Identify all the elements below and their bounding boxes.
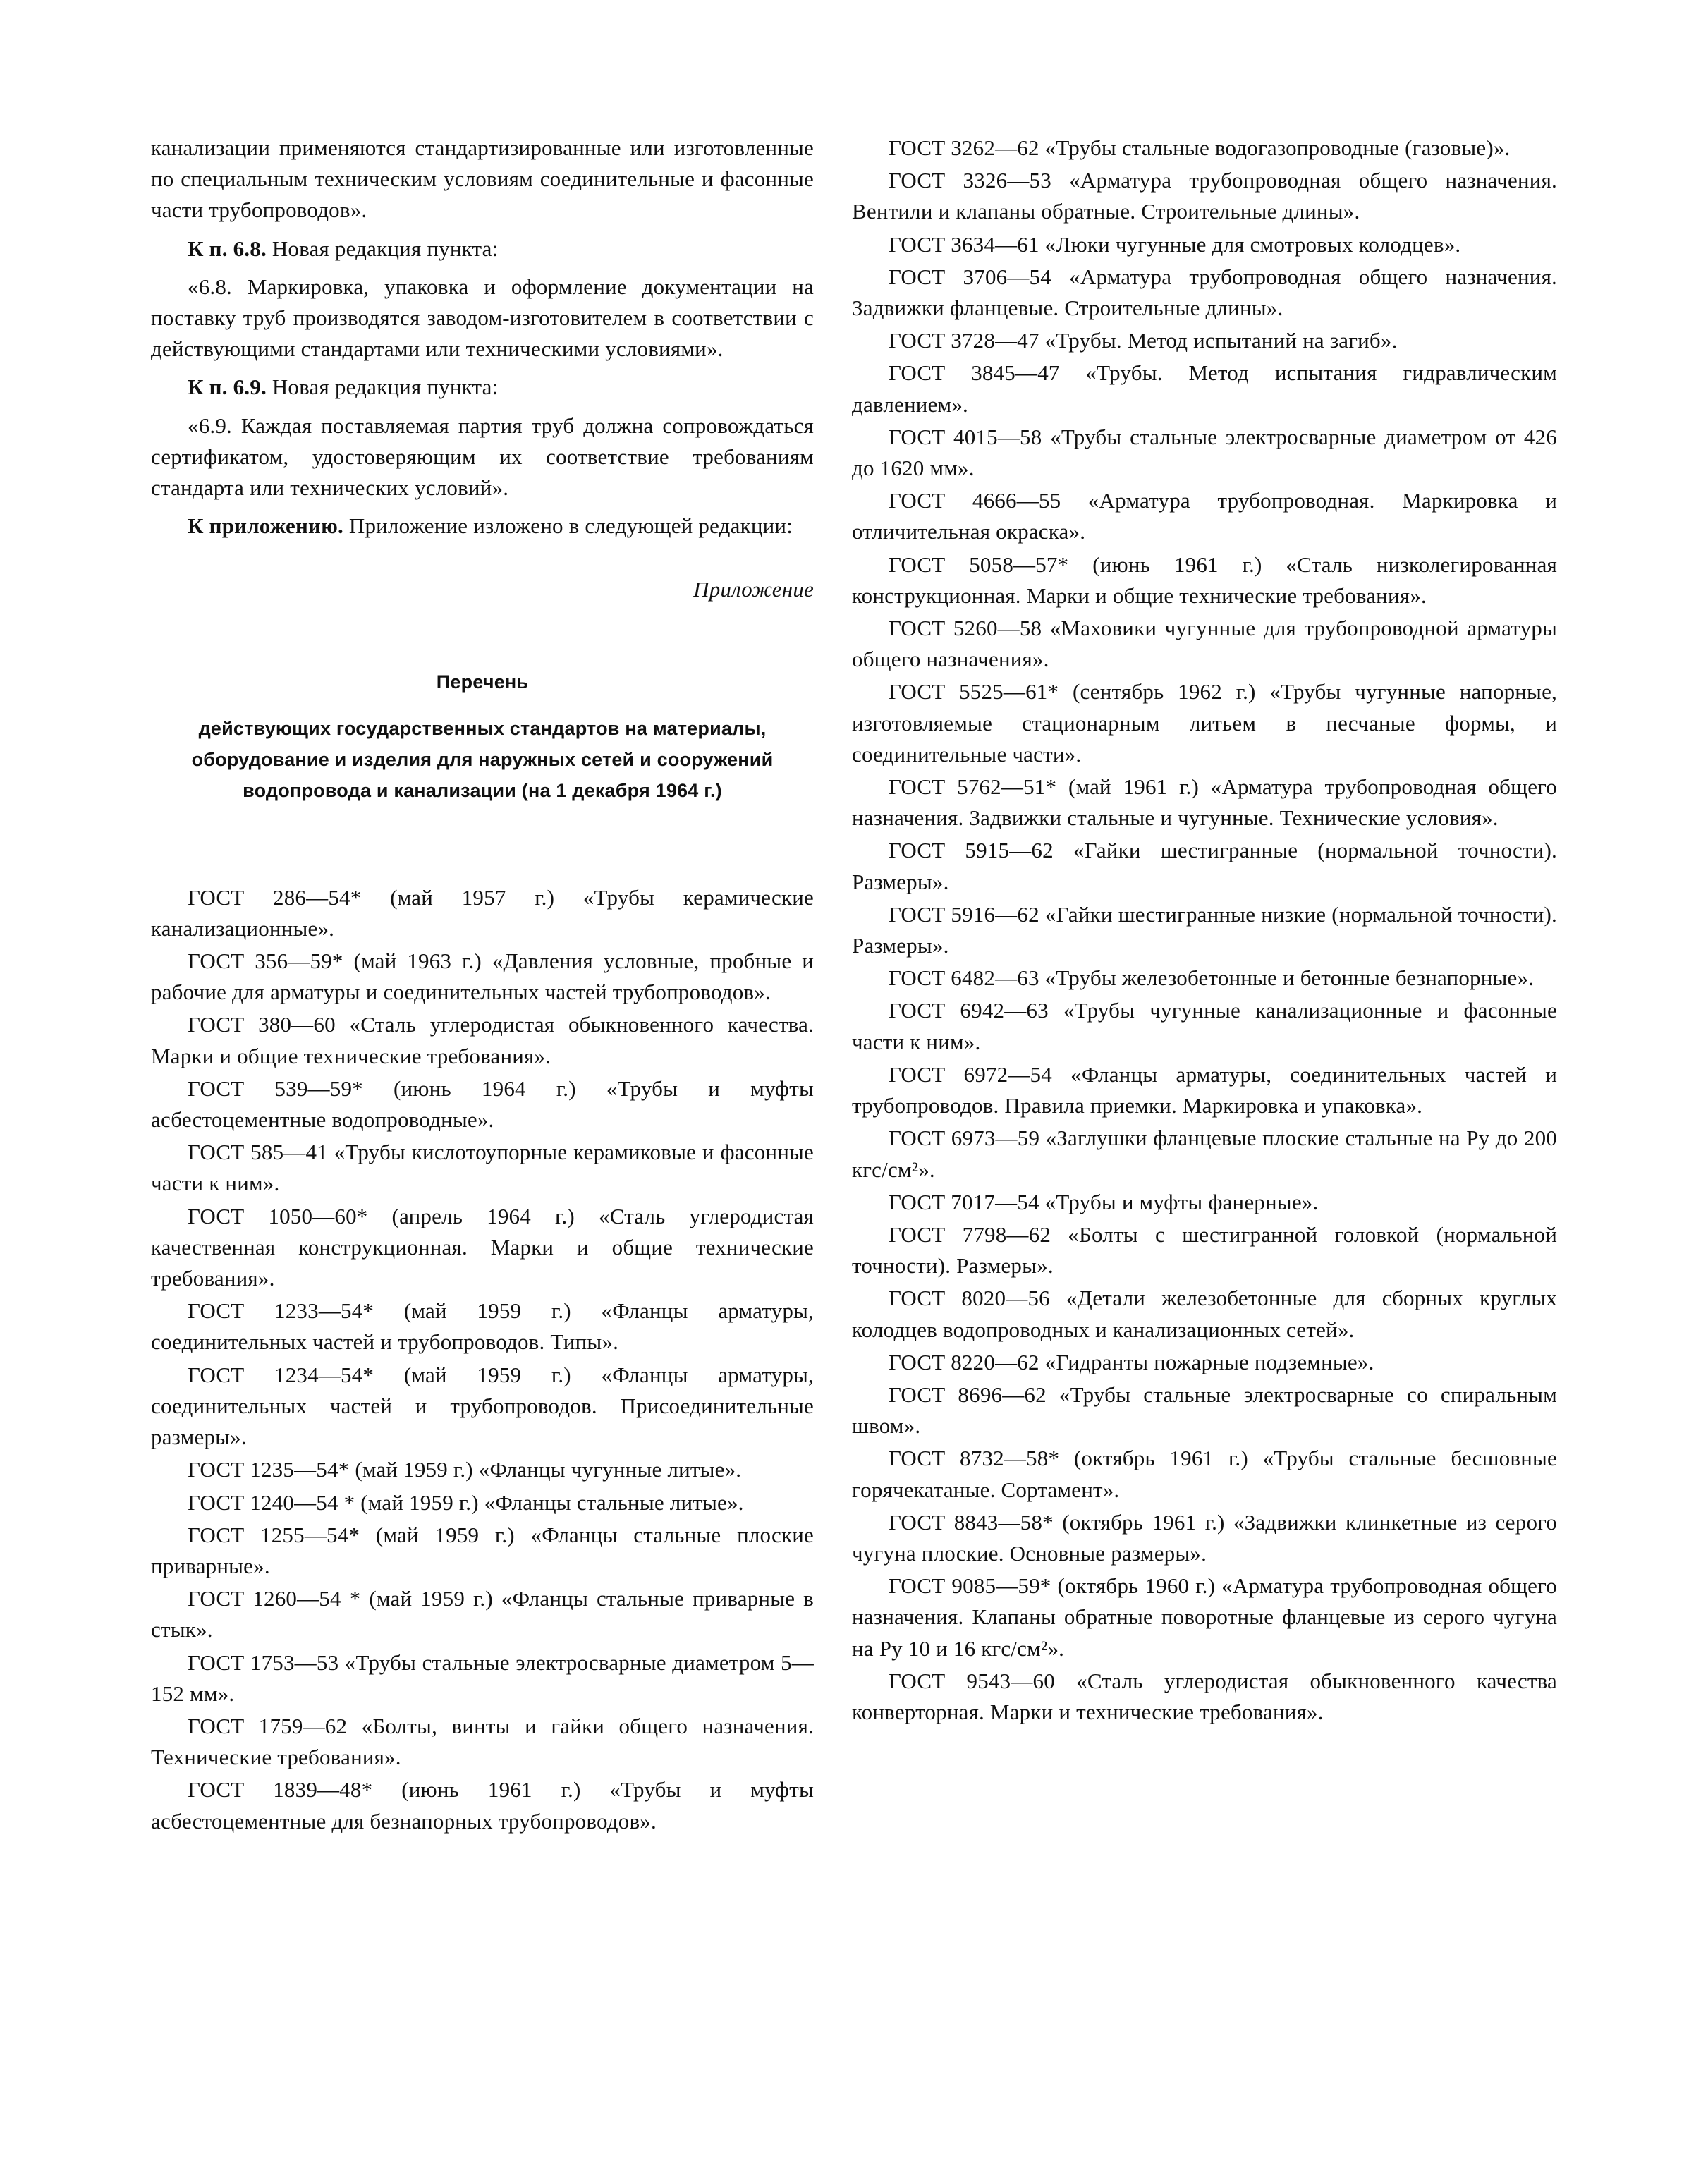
left-column [151,133,814,1837]
standard-entry: ГОСТ 8220—62 «Гидранты пожарные подземные». [889,1349,1374,1374]
standard-entry: ГОСТ 7017—54 «Трубы и муфты фанерные». [889,1189,1319,1214]
standard-entry: ГОСТ 9085—59* (октябрь 1960 г.) «Арматура трубопроводная общего назначения. Клапаны обратные поворотные фланцевые из серого чугуна на Pу 10 и 16 кгс/см²». [852,1573,1557,1661]
standard-entry: ГОСТ 5058—57* (июнь 1961 г.) «Сталь низколегированная конструкционная. Марки и общие технические требования». [852,551,1557,608]
standard-entry: ГОСТ 3326—53 «Арматура трубопроводная общего назначения. Вентили и клапаны обратные. Строительные длины». [852,168,1557,224]
standard-entry: ГОСТ 6482—63 «Трубы железобетонные и бетонные безнапорные». [889,965,1535,991]
intro-paragraph: канализации применяются стандартизированные или изготовленные по специальным техническим условиям соединительные и фасонные части трубопроводов». [151,135,814,223]
standard-entry: ГОСТ 1839—48* (июнь 1961 г.) «Трубы и муфты асбестоцементные для безнапорных трубопроводов». [151,1777,814,1834]
standard-entry: ГОСТ 5260—58 «Маховики чугунные для трубопроводной арматуры общего назначения». [852,616,1557,672]
amendment-text: «6.9. Каждая поставляемая партия труб должна сопровождаться сертификатом, удостоверяющим их соответствие требованиям стандарта или технических условий». [151,413,814,501]
standard-entry: ГОСТ 585—41 «Трубы кислотоупорные керамиковые и фасонные части к ним». [151,1140,814,1196]
standard-entry: ГОСТ 8696—62 «Трубы стальные электросварные со спиральным швом». [852,1382,1557,1439]
standard-entry: ГОСТ 8843—58* (октябрь 1961 г.) «Задвижки клинкетные из серого чугуна плоские. Основные размеры». [852,1509,1557,1566]
standard-entry: ГОСТ 3262—62 «Трубы стальные водогазопроводные (газовые)». [889,135,1511,160]
standard-entry: ГОСТ 1240—54 * (май 1959 г.) «Фланцы стальные литые». [188,1489,744,1515]
standard-entry: ГОСТ 539—59* (июнь 1964 г.) «Трубы и муфты асбестоцементные водопроводные». [151,1075,814,1133]
amendment-heading-text: Приложение изложено в следующей редакции: [348,513,793,539]
amendment-heading-text: Новая редакция пункта: [272,374,499,400]
standard-entry: ГОСТ 6942—63 «Трубы чугунные канализационные и фасонные части к ним». [852,998,1557,1054]
standard-entry: ГОСТ 1255—54* (май 1959 г.) «Фланцы стальные плоские приварные». [151,1522,814,1578]
standard-entry: ГОСТ 6973—59 «Заглушки фланцевые плоские стальные на Pу до 200 кгс/см²». [852,1126,1557,1182]
amendment-lead: К п. 6.8. [188,236,267,261]
standard-entry: ГОСТ 1235—54* (май 1959 г.) «Фланцы чугунные литые». [188,1457,742,1482]
standard-entry: ГОСТ 5525—61* (сентябрь 1962 г.) «Трубы чугунные напорные, изготовляемые стационарным литьем в песчаные формы, и соединительные части». [852,679,1557,767]
standard-entry: ГОСТ 286—54* (май 1957 г.) «Трубы керамические канализационные». [151,884,814,941]
list-title: Перечень [436,671,529,693]
standard-entry: ГОСТ 1753—53 «Трубы стальные электросварные диаметром 5—152 мм». [151,1649,814,1706]
standard-entry: ГОСТ 4015—58 «Трубы стальные электросварные диаметром от 426 до 1620 мм». [852,424,1557,481]
standard-entry: ГОСТ 380—60 «Сталь углеродистая обыкновенного качества. Марки и общие технические требования». [151,1012,814,1068]
right-column [852,133,1557,1728]
standard-entry: ГОСТ 1233—54* (май 1959 г.) «Фланцы арматуры, соединительных частей и трубопроводов. Типы». [151,1298,814,1355]
standard-entry: ГОСТ 5916—62 «Гайки шестигранные низкие (нормальной точности). Размеры». [852,901,1557,958]
standard-entry: ГОСТ 1759—62 «Болты, винты и гайки общего назначения. Технические требования». [151,1713,814,1770]
standard-entry: ГОСТ 3634—61 «Люки чугунные для смотровых колодцев». [889,231,1461,257]
standard-entry: ГОСТ 1050—60* (апрель 1964 г.) «Сталь углеродистая качественная конструкционная. Марки и общие технические требования». [151,1203,814,1291]
list-subtitle: действующих государственных стандартов на материалы, оборудование и изделия для наружных сетей и сооружений водопровода и канализации (на 1 декабря 1964 г.) [191,717,774,801]
standard-entry: ГОСТ 3728—47 «Трубы. Метод испытаний на загиб». [889,328,1398,353]
standard-entry: ГОСТ 7798—62 «Болты с шестигранной головкой (нормальной точности). Размеры». [852,1221,1557,1279]
standard-entry: ГОСТ 3706—54 «Арматура трубопроводная общего назначения. Задвижки фланцевые. Строительные длины». [852,264,1557,321]
standard-entry: ГОСТ 3845—47 «Трубы. Метод испытания гидравлическим давлением». [852,360,1557,417]
amendment-text: «6.8. Маркировка, упаковка и оформление документации на поставку труб производятся заводом-изготовителем в соответствии с действующими стандартами или техническими условиями». [151,274,814,362]
amendment-heading-text: Новая редакция пункта: [272,236,499,261]
amendment-heading [151,511,814,542]
standard-entry: ГОСТ 1260—54 * (май 1959 г.) «Фланцы стальные приварные в стык». [151,1586,814,1642]
standard-entry: ГОСТ 8732—58* (октябрь 1961 г.) «Трубы стальные бесшовные горячекатаные. Сортамент». [852,1446,1557,1502]
amendment-lead: К п. 6.9. [188,374,267,400]
standard-entry: ГОСТ 4666—55 «Арматура трубопроводная. Маркировка и отличительная окраска». [852,488,1557,544]
appendix-label: Приложение [693,577,814,602]
amendment-heading [151,372,814,403]
standard-entry: ГОСТ 6972—54 «Фланцы арматуры, соединительных частей и трубопроводов. Правила приемки. Маркировка и упаковка». [852,1061,1557,1118]
standard-entry: ГОСТ 1234—54* (май 1959 г.) «Фланцы арматуры, соединительных частей и трубопроводов. Присоединительные размеры». [151,1362,814,1450]
amendment-heading [151,233,814,264]
standard-entry: ГОСТ 9543—60 «Сталь углеродистая обыкновенного качества конверторная. Марки и технические требования». [852,1668,1557,1724]
standard-entry: ГОСТ 5762—51* (май 1961 г.) «Арматура трубопроводная общего назначения. Задвижки стальные и чугунные. Технические условия». [852,774,1557,831]
standards-list-left [151,882,814,1837]
standard-entry: ГОСТ 356—59* (май 1963 г.) «Давления условные, пробные и рабочие для арматуры и соединительных частей трубопроводов». [151,949,814,1005]
standard-entry: ГОСТ 5915—62 «Гайки шестигранные (нормальной точности). Размеры». [852,838,1557,894]
amendment-lead: К приложению. [188,513,343,539]
standard-entry: ГОСТ 8020—56 «Детали железобетонные для сборных круглых колодцев водопроводных и канализационных сетей». [852,1286,1557,1342]
